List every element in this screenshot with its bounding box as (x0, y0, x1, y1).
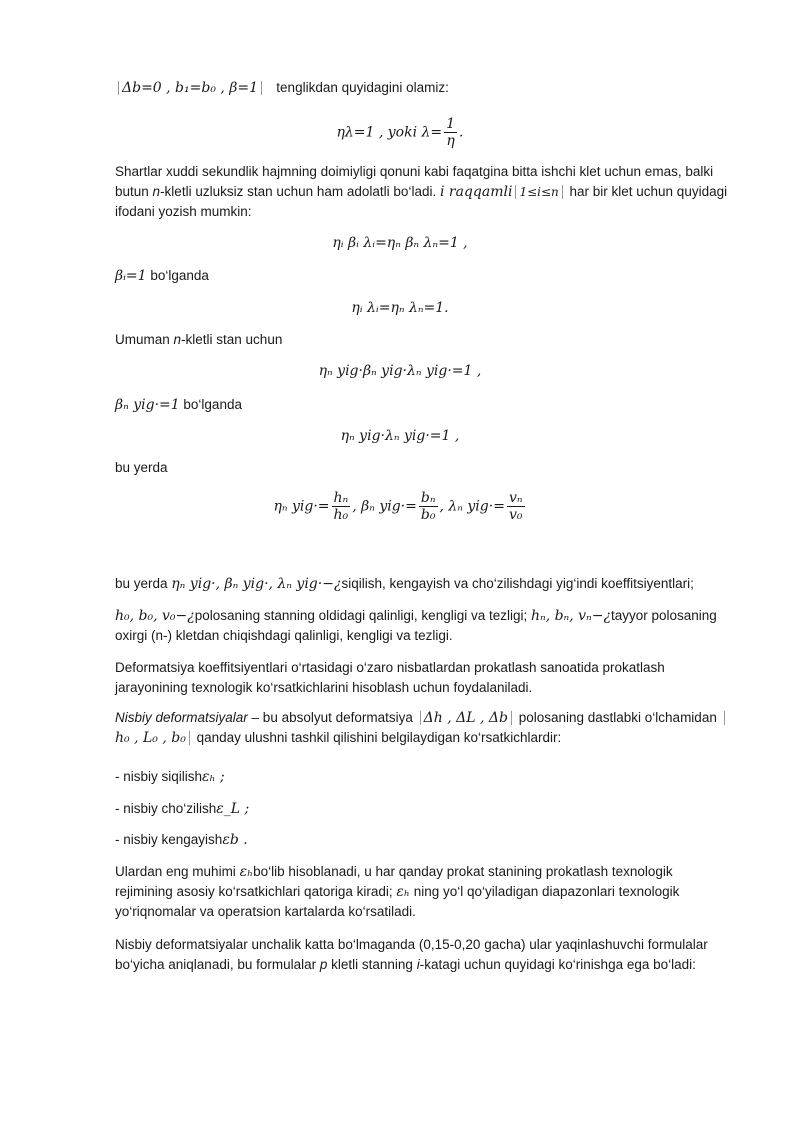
umuman-text-a: Umuman (115, 332, 174, 347)
p6-math-2: εₕ (396, 884, 410, 900)
beta-n-condition-math: βₙ yig·=1 (115, 397, 180, 413)
p5-math-1: Δh , ΔL , Δb (423, 710, 508, 726)
condition-math: Δb=0 , b₁=b₀ , β=1 (122, 80, 259, 96)
paragraph-ulardan (115, 862, 730, 922)
equation-3-text: ηᵢ λᵢ=ηₙ λₙ=1. (351, 300, 449, 316)
paragraph-nisbiy-deformatsiyalar (115, 935, 730, 975)
fraction-b-den: b₀ (420, 507, 436, 523)
p5-math-2: h₀ , L₀ , b₀ (115, 730, 186, 746)
p5-text-c: qanday ulushni tashkil qilishini belgilaydigan ko‘rsatkichlardir: (192, 730, 562, 745)
umuman-text-b: -kletli stan uchun (181, 332, 283, 347)
equation-1-lhs: ηλ=1 , yoki λ= (336, 124, 443, 141)
p2-math: ηₙ yig·, βₙ yig·, λₙ yig·−¿ (171, 576, 342, 592)
fraction-v-den: v₀ (508, 507, 523, 523)
list-item-text: - nisbiy cho‘zilish (115, 801, 217, 816)
fraction-v (507, 490, 525, 523)
paragraph-shartlar (115, 162, 730, 222)
lambda-n-yig: , λₙ yig·= (439, 498, 505, 515)
p7-text-c: -katagi uchun quyidagi ko‘rinishga ega bo‘ladi: (419, 957, 696, 972)
p6-text-c: ning yo‘l qo‘yiladigan diapazonlari texnologik yo‘riqnomalar va operatsion kartalarda ko‘rsatiladi. (115, 884, 680, 919)
bu-yerda-text: bu yerda (115, 460, 168, 475)
beta-n-condition-line (115, 395, 242, 415)
beta-condition-text: bo‘lganda (146, 268, 209, 283)
p7-text-a: Nisbiy deformatsiyalar unchalik katta bo‘lmaganda (0,15-0,20 gacha) ular yaqinlashuvchi formulalar bo‘yicha aniqlanadi, bu formulalar (115, 937, 708, 972)
list-item (115, 830, 248, 850)
fraction-1-over-eta (444, 116, 457, 149)
fraction-b-num: bₙ (420, 490, 436, 506)
p3-math-2: hₙ, bₙ, vₙ−¿ (531, 608, 611, 624)
p5-term: Nisbiy deformatsiyalar (115, 710, 248, 725)
p6-text-a: Ulardan eng muhimi (115, 864, 240, 879)
intro-line (115, 78, 449, 98)
p1-condition: 1≤i≤n (519, 185, 559, 199)
beta-n-condition-text: bo‘lganda (179, 397, 242, 412)
p7-i: i (416, 957, 420, 972)
equation-4 (0, 362, 800, 380)
p3-math-1: h₀, b₀, v₀−¿ (115, 608, 195, 624)
list-item-math: ε_L ; (216, 801, 250, 817)
fraction-b (419, 490, 438, 523)
paragraph-polosa (115, 606, 730, 646)
equation-1-end: . (459, 124, 464, 141)
equation-6 (0, 490, 800, 523)
fraction-v-num: vₙ (508, 490, 523, 506)
umuman-line (115, 330, 282, 350)
p2-text-b: siqilish, kengayish va cho‘zilishdagi yig‘indi koeffitsiyentlari; (341, 576, 694, 591)
list-item-math: εₕ ; (202, 769, 225, 785)
equation-5 (0, 427, 800, 445)
intro-text: tenglikdan quyidagini olamiz: (276, 80, 449, 95)
list-item (115, 799, 249, 819)
equation-3 (0, 299, 800, 317)
p3-text-b: tayyor polosaning oxirgi (n-) kletdan chiqishdagi qalinligi, kengligi va tezligi. (115, 608, 717, 643)
paragraph-nisbiy (115, 708, 730, 748)
p7-p: p (319, 957, 328, 972)
paragraph-deformatsiya (115, 658, 730, 698)
p2-text-a: bu yerda (115, 576, 172, 591)
fraction-h-den: h₀ (333, 507, 349, 523)
p1-text-a: Shartlar xuddi sekundlik hajmning doimiyligi qonuni kabi faqatgina bitta ishchi klet uchun emas, balki butun (115, 164, 714, 199)
bu-yerda-line (115, 458, 168, 478)
fraction-denominator: η (446, 133, 455, 149)
bracket-right (511, 711, 512, 725)
list-item-text: - nisbiy siqilish (115, 769, 203, 784)
bracket-left (118, 81, 119, 95)
p1-i-raqqamli: i raqqamli (439, 184, 513, 200)
bracket-left (515, 185, 516, 199)
p5-text-a: – bu absolyut deformatsiya (247, 710, 417, 725)
equation-4-text: ηₙ yig·βₙ yig·λₙ yig·=1 , (318, 363, 482, 379)
list-item-text: - nisbiy kengayish (115, 832, 223, 847)
p1-n: n (152, 184, 161, 199)
fraction-h (332, 490, 351, 523)
equation-5-text: ηₙ yig·λₙ yig·=1 , (340, 428, 460, 444)
beta-condition-line (115, 266, 209, 286)
eta-n-yig: ηₙ yig·= (273, 498, 330, 515)
fraction-numerator: 1 (446, 116, 456, 132)
list-item-math: εb . (222, 832, 248, 848)
p7-text-b: kletli stanning (327, 957, 417, 972)
list-item (115, 767, 225, 787)
bracket-left (420, 711, 421, 725)
p6-math-1: εₕ (239, 864, 254, 880)
bracket-right (562, 185, 563, 199)
equation-2 (0, 234, 800, 252)
bracket-left (724, 711, 725, 725)
p1-text-c: har bir klet uchun quyidagi ifodani yozish mumkin: (115, 184, 728, 219)
p3-text-a: polosaning stanning oldidagi qalinligi, kengligi va tezligi; (194, 608, 531, 623)
p5-text-b: polosaning dastlabki o‘lchamidan (514, 710, 721, 725)
beta-n-yig: , βₙ yig·= (352, 498, 417, 515)
beta-condition-math: βᵢ=1 (115, 268, 147, 284)
bracket-right (189, 731, 190, 745)
umuman-n: n (173, 332, 182, 347)
p4-text: Deformatsiya koeffitsiyentlari o‘rtasidagi o‘zaro nisbatlardan prokatlash sanoatida prokatlash jarayonining texnologik ko‘rsatkichlarini hisoblash uchun foydalaniladi. (115, 660, 665, 695)
p6-text-b: bo‘lib hisoblanadi, u har qanday prokat stanining prokatlash texnologik rejimining asosiy ko‘rsatkichlari qatoriga kiradi; (115, 864, 673, 899)
paragraph-bu-yerda (115, 574, 730, 594)
equation-1 (0, 116, 800, 149)
p1-text-b: -kletli uzluksiz stan uchun ham adolatli bo‘ladi. (160, 184, 440, 199)
fraction-h-num: hₙ (333, 490, 349, 506)
equation-2-text: ηᵢ βᵢ λᵢ=ηₙ βₙ λₙ=1 , (332, 235, 468, 251)
bracket-right (261, 81, 262, 95)
